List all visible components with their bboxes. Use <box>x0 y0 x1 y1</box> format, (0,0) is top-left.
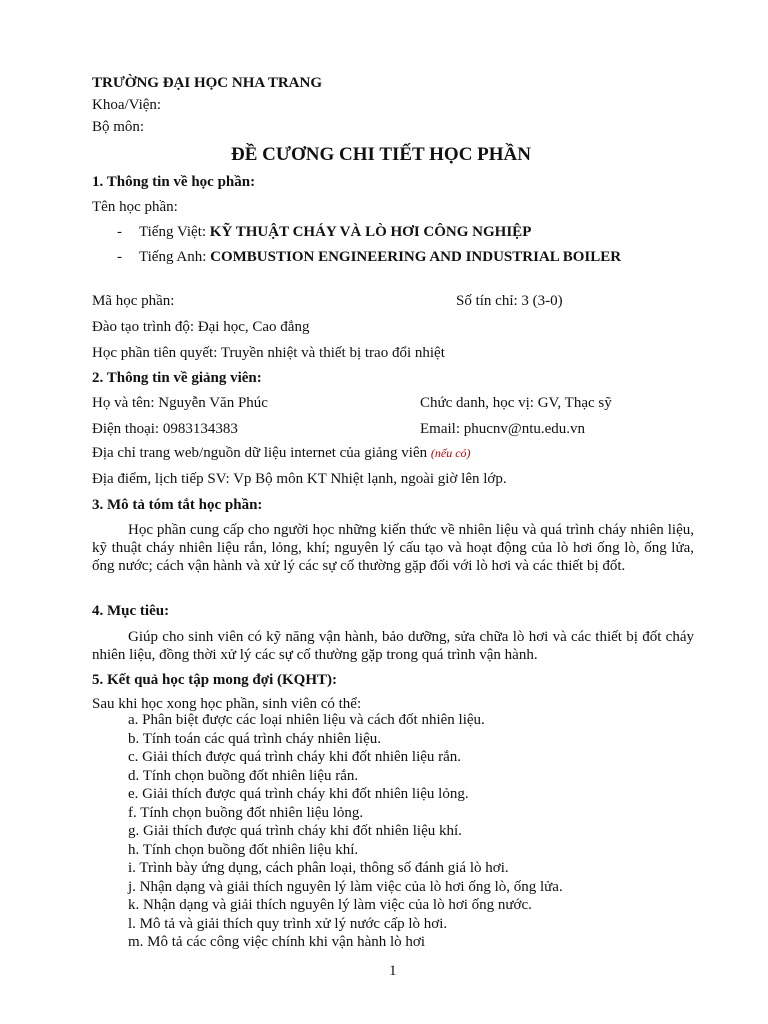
lecturer-name: Họ và tên: Nguyễn Văn Phúc <box>92 395 268 411</box>
university-name: TRƯỜNG ĐẠI HỌC NHA TRANG <box>92 75 323 91</box>
course-code-label: Mã học phần: <box>92 293 175 309</box>
section2-heading: 2. Thông tin về giảng viên: <box>92 370 262 386</box>
lecturer-email: Email: phucnv@ntu.edu.vn <box>420 421 586 437</box>
web-label: Địa chỉ trang web/nguồn dữ liệu internet của giảng viên <box>92 445 428 461</box>
list-item: k. Nhận dạng và giải thích nguyên lý làm việc của lò hơi ống nước. <box>128 897 532 913</box>
lecturer-title: Chức danh, học vị: GV, Thạc sỹ <box>420 395 612 411</box>
credits: Số tín chỉ: 3 (3-0) <box>456 293 563 309</box>
list-item: a. Phân biệt được các loại nhiên liệu và cách đốt nhiên liệu. <box>128 712 485 728</box>
section5-heading: 5. Kết quả học tập mong đợi (KQHT): <box>92 672 337 688</box>
section4-heading: 4. Mục tiêu: <box>92 603 170 619</box>
department-label: Bộ môn: <box>92 119 145 135</box>
list-item: j. Nhận dạng và giải thích nguyên lý làm việc của lò hơi ống lò, ống lửa. <box>128 878 563 895</box>
list-item: b. Tính toán các quá trình cháy nhiên liệu. <box>128 730 381 747</box>
dash-bullet: - <box>117 224 122 240</box>
list-item: d. Tính chọn buồng đốt nhiên liệu rắn. <box>128 767 359 784</box>
dash-bullet: - <box>117 249 122 265</box>
list-item: h. Tính chọn buồng đốt nhiên liệu khí. <box>128 841 359 858</box>
section3-text: Học phần cung cấp cho người học những kiến thức về nhiên liệu và quá trình cháy nhiên liệu, kỹ thuật cháy nhiên liệu rắn, lỏng, khí; nguyên lý cấu tạo và hoạt động của lò hơi ống lò, ống lửa, ống nước; cách vận hành và xử lý các sự cố thường gặp đối với lò hơi và các thiết bị đốt. <box>92 522 694 574</box>
viet-name-row <box>139 223 531 241</box>
eng-name-row <box>139 248 621 266</box>
learning-outcomes-list <box>128 711 563 952</box>
eng-value: COMBUSTION ENGINEERING AND INDUSTRIAL BOILER <box>210 249 622 265</box>
eng-label: Tiếng Anh: <box>139 249 207 265</box>
section4-text: Giúp cho sinh viên có kỹ năng vận hành, bảo dưỡng, sửa chữa lò hơi và các thiết bị đốt cháy nhiên liệu, đồng thời xử lý các sự cố thường gặp trong quá trình vận hành. <box>92 629 694 663</box>
list-item: f. Tính chọn buồng đốt nhiên liệu lỏng. <box>128 804 364 821</box>
list-item: g. Giải thích được quá trình cháy khi đốt nhiên liệu khí. <box>128 823 462 839</box>
section1-heading: 1. Thông tin về học phần: <box>92 174 256 190</box>
document-title: ĐỀ CƯƠNG CHI TIẾT HỌC PHẦN <box>231 144 531 165</box>
viet-label: Tiếng Việt: <box>139 224 207 240</box>
lecturer-web <box>92 444 471 462</box>
list-item: c. Giải thích được quá trình cháy khi đốt nhiên liệu rắn. <box>128 749 462 765</box>
web-optional-note: (nếu có) <box>430 446 471 460</box>
section5-intro: Sau khi học xong học phần, sinh viên có thể: <box>92 696 362 712</box>
lecturer-phone: Điện thoại: 0983134383 <box>92 421 238 437</box>
page-number: 1 <box>389 963 397 979</box>
list-item: e. Giải thích được quá trình cháy khi đốt nhiên liệu lỏng. <box>128 786 469 802</box>
section3-heading: 3. Mô tả tóm tắt học phần: <box>92 497 263 513</box>
list-item: i. Trình bày ứng dụng, cách phân loại, thông số đánh giá lò hơi. <box>128 860 509 876</box>
list-item: l. Mô tả và giải thích quy trình xử lý nước cấp lò hơi. <box>128 915 448 932</box>
prerequisite: Học phần tiên quyết: Truyền nhiệt và thiết bị trao đổi nhiệt <box>92 345 445 361</box>
faculty-label: Khoa/Viện: <box>92 97 162 113</box>
list-item: m. Mô tả các công việc chính khi vận hành lò hơi <box>128 934 426 950</box>
course-name-label: Tên học phần: <box>92 199 178 215</box>
viet-value: KỸ THUẬT CHÁY VÀ LÒ HƠI CÔNG NGHIỆP <box>209 224 532 240</box>
office-hours: Địa điểm, lịch tiếp SV: Vp Bộ môn KT Nhiệt lạnh, ngoài giờ lên lớp. <box>92 471 507 487</box>
training-level: Đào tạo trình độ: Đại học, Cao đẳng <box>92 319 310 335</box>
